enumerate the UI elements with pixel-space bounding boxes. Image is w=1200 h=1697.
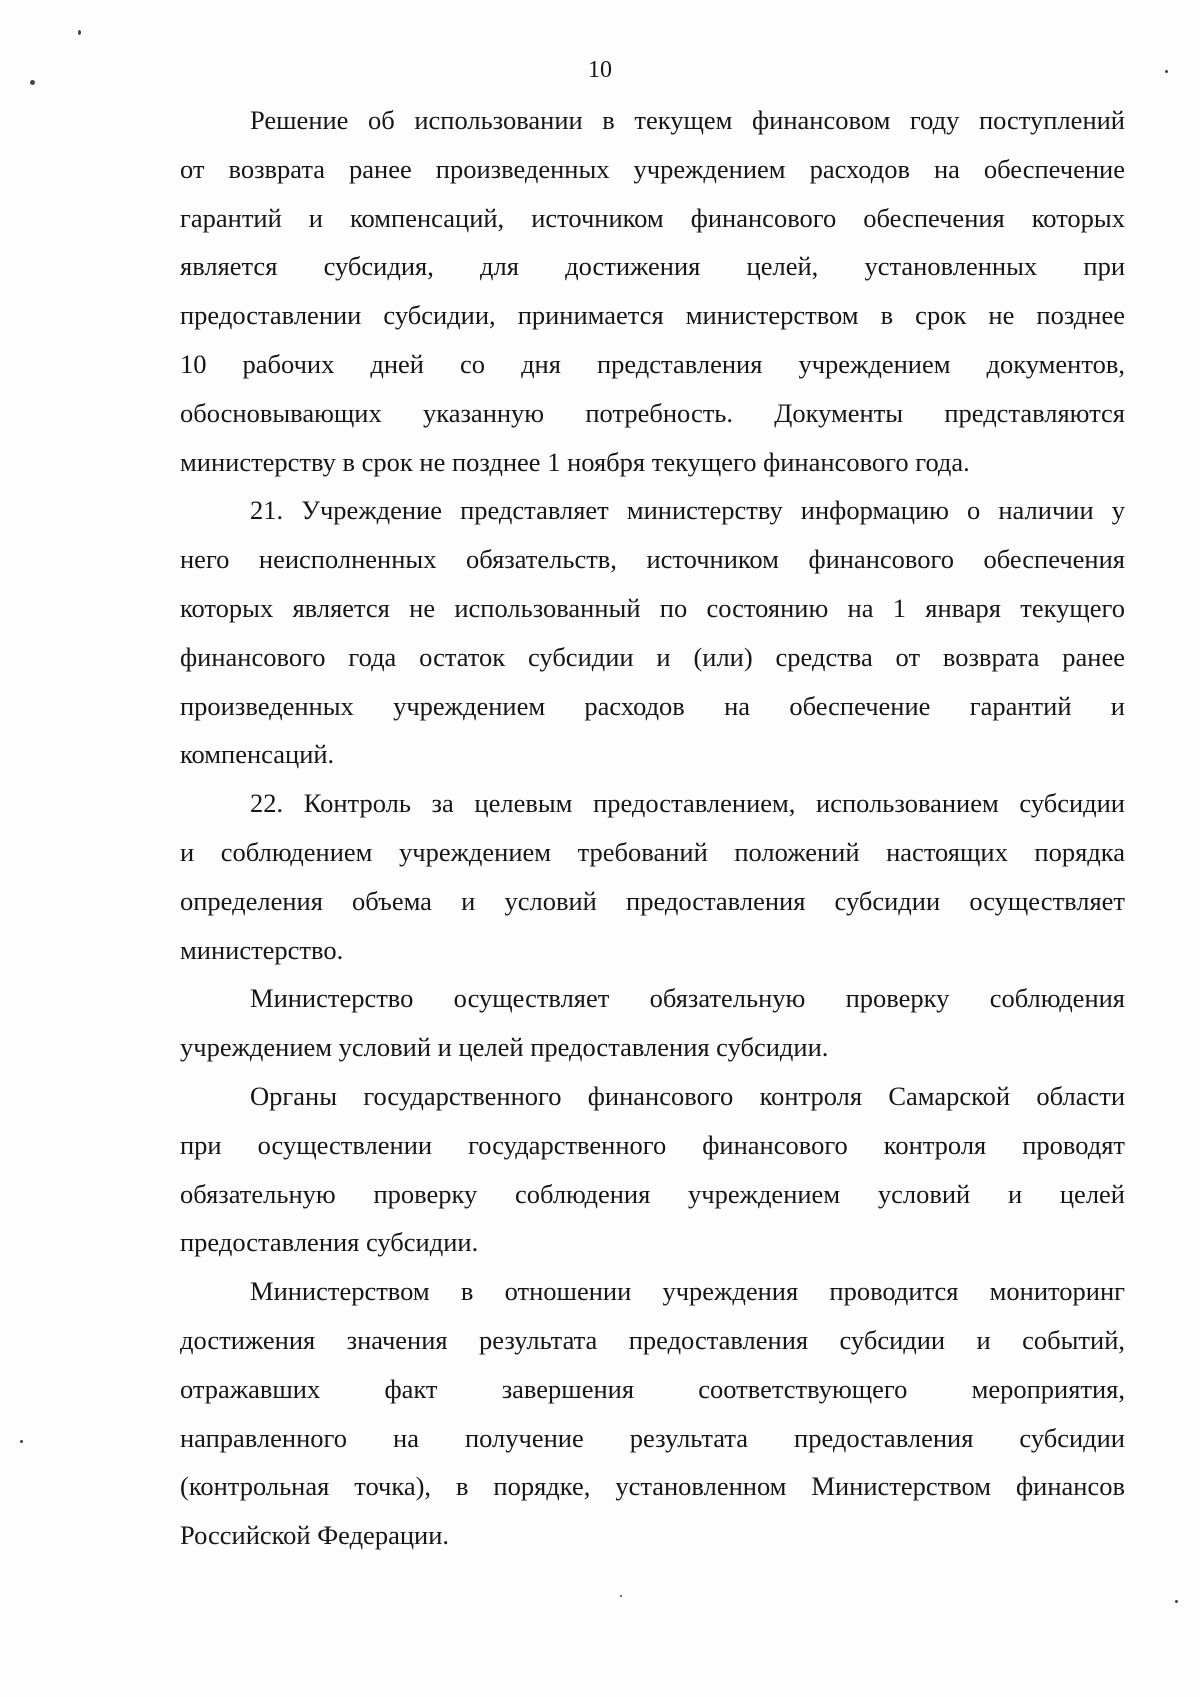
text-line: обязательную проверку соблюдения учреждением условий и целей [180, 1178, 1125, 1209]
text-line: 21. Учреждение представляет министерству информацию о наличии у [250, 495, 1125, 526]
text-line: отражавших факт завершения соответствующего мероприятия, [180, 1373, 1125, 1404]
scan-speck [1175, 1600, 1178, 1603]
paragraph-ministry-check [180, 974, 1125, 1072]
scan-speck [78, 30, 81, 35]
paragraph-state-control [180, 1072, 1125, 1267]
scan-speck [20, 1440, 23, 1443]
text-line: Органы государственного финансового контроля Самарской области [250, 1080, 1125, 1111]
scan-speck [1165, 70, 1168, 73]
text-line: от возврата ранее произведенных учреждением расходов на обеспечение [180, 153, 1125, 184]
text-line: Министерство осуществляет обязательную проверку соблюдения [250, 983, 1125, 1014]
text-line: финансового года остаток субсидии и (или) средства от возврата ранее [180, 641, 1125, 672]
text-line: направленного на получение результата предоставления субсидии [180, 1422, 1125, 1453]
text-line: определения объема и условий предоставления субсидии осуществляет [180, 885, 1125, 916]
text-line: является субсидия, для достижения целей, установленных при [180, 251, 1125, 282]
text-line: 10 рабочих дней со дня представления учреждением документов, [180, 348, 1125, 379]
text-line: учреждением условий и целей предоставления субсидии. [180, 1032, 829, 1063]
text-line: Министерством в отношении учреждения проводится мониторинг [250, 1276, 1125, 1307]
text-line: достижения значения результата предоставления субсидии и событий, [180, 1324, 1125, 1355]
text-line: него неисполненных обязательств, источником финансового обеспечения [180, 544, 1125, 575]
text-line: при осуществлении государственного финансового контроля проводят [180, 1129, 1125, 1160]
text-line: которых является не использованный по состоянию на 1 января текущего [180, 592, 1125, 623]
text-line: министерство. [180, 934, 344, 965]
text-line: произведенных учреждением расходов на обеспечение гарантий и [180, 690, 1125, 721]
paragraph-clause-22 [180, 779, 1125, 974]
text-line: 22. Контроль за целевым предоставлением, использованием субсидии [250, 788, 1125, 819]
page-number: 10 [588, 57, 612, 83]
text-line: гарантий и компенсаций, источником финансового обеспечения которых [180, 202, 1125, 233]
paragraph-clause-21 [180, 486, 1125, 779]
text-line: компенсаций. [180, 739, 335, 770]
document-body [180, 96, 1125, 1560]
paragraph-subsidy-decision [180, 96, 1125, 486]
text-line: и соблюдением учреждением требований положений настоящих порядка [180, 836, 1125, 867]
text-line: Российской Федерации. [180, 1520, 449, 1551]
text-line: министерству в срок не позднее 1 ноября текущего финансового года. [180, 446, 970, 477]
text-line: Решение об использовании в текущем финансовом году поступлений [250, 105, 1125, 135]
text-line: обосновывающих указанную потребность. Документы представляются [180, 397, 1125, 428]
paragraph-monitoring [180, 1267, 1125, 1560]
text-line: предоставления субсидии. [180, 1227, 479, 1258]
text-line: предоставлении субсидии, принимается министерством в срок не позднее [180, 300, 1125, 331]
text-line: (контрольная точка), в порядке, установленном Министерством финансов [180, 1471, 1125, 1502]
scan-speck [30, 80, 35, 85]
scan-speck [620, 1595, 622, 1597]
